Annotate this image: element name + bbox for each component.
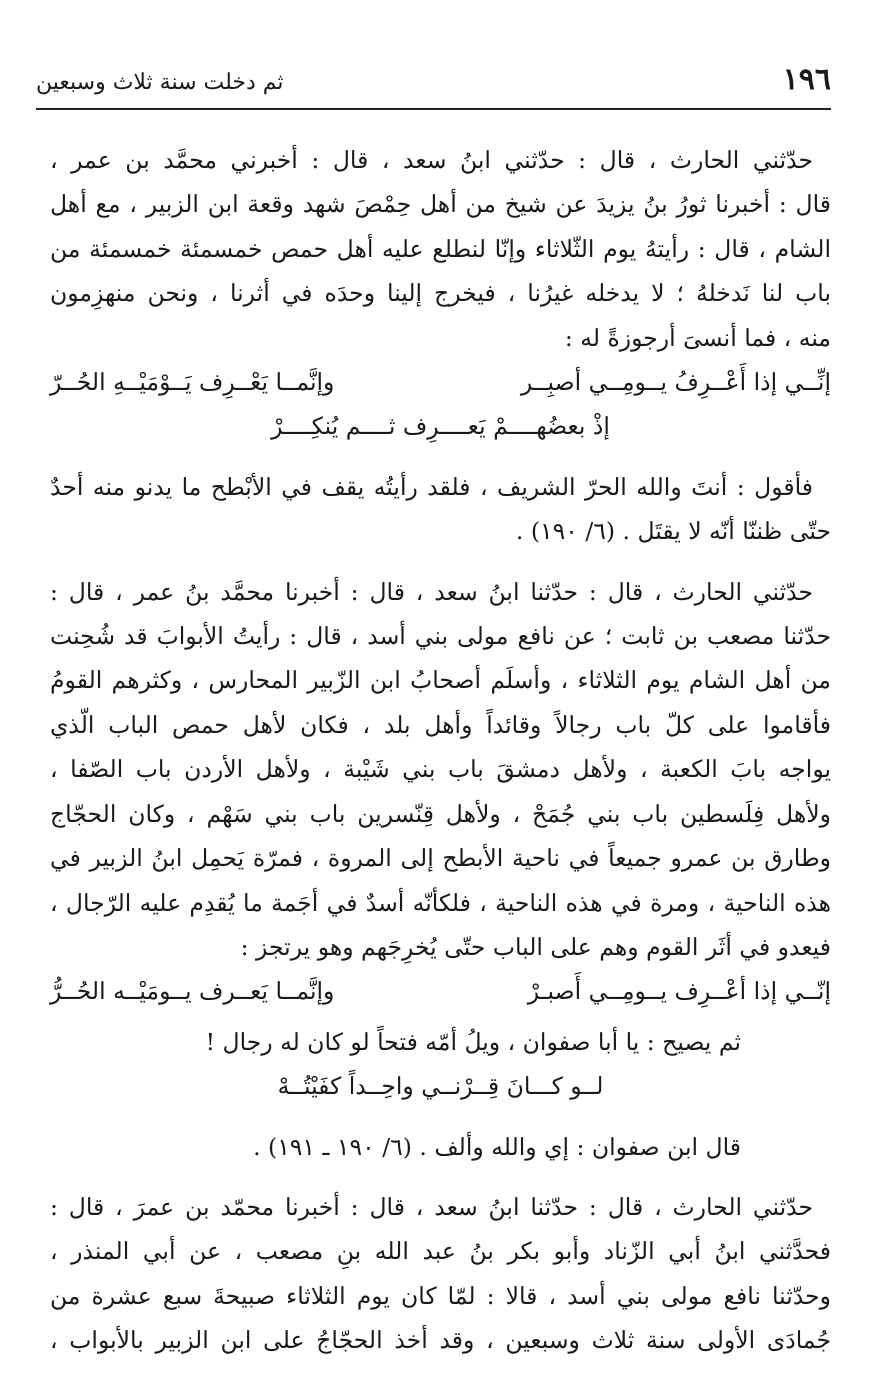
verse-line-centered: إذْ بعضُهــــمْ يَعــــرِف ثــــم يُنكِــــرْ: [271, 412, 610, 441]
text-line: يواجه بابَ الكعبة ، ولأهل دمشقَ باب بني شَيْبة ، ولأهل الأردن باب الصّفا ،: [50, 755, 831, 784]
text-line: الشام ، قال : رأيتهُ يوم الثّلاثاء وإنّا لنطلع عليه أهل حمص خمسمئة خمسمئة من: [50, 234, 831, 263]
text-line: فأقاموا على كلّ باب رجالاً وقائداً وأهل بلد ، فكان لأهل حمص الباب الّذي: [50, 710, 831, 739]
text-line: قال ابن صفوان : إي والله وألف . (٦/ ١٩٠ ـ ١٩١) .: [253, 1132, 741, 1161]
verse-line: [50, 969, 831, 1013]
text-line: منه ، فما أنسىَ أرجوزةً له :: [564, 323, 831, 352]
verse-first-hemistich: إنّــي إذا أعْــرِف يــومِــي أَصبـرْ: [527, 977, 831, 1006]
page-body: [50, 138, 831, 1363]
text-line: فيعدو في أثَر القوم وهم على الباب حتّى يُخرِجَهم وهو يرتجز :: [240, 932, 831, 961]
text-line: ولأهل فِلَسطين باب بني جُمَحْ ، ولأهل قِنّسرين باب بني سَهْم ، وكان الحجّاج: [50, 799, 831, 828]
text-line: وطارق بن عمرو جميعاً في ناحية الأبطح إلى المروة ، فمرّة يَحمِل ابنُ الزبير في: [50, 844, 831, 873]
text-line: فحدَّثني ابنُ أبي الزّناد وأبو بكر بنُ عبد الله بنِ مصعب ، عن أبي المنذر ،: [50, 1237, 831, 1266]
verse-line-centered: لــو كـــانَ قِــرْنــي واحِــداً كفَيْتُــهْ: [277, 1072, 604, 1101]
text-line: هذه الناحية ، ومرة في هذه الناحية ، فلكأنّه أسدٌ في أجَمة ما يُقدِم عليه الرّجال ،: [50, 888, 831, 917]
text-line: باب لنا نَدخلهُ ؛ لا يدخله غيرُنا ، فيخرج إلينا وحدَه في أثرنا ، ونحن منهزِمون: [50, 279, 831, 308]
text-line: حدّثنا مصعب بن ثابت ؛ عن نافع مولى بني أسد ، قال : رأيتُ الأبوابَ قد شُحِنت: [50, 622, 831, 651]
verse-first-hemistich: إنِّــي إذا أَعْــرِفُ يــومِــي أصبِــر: [520, 368, 831, 397]
verse-line: [50, 360, 831, 404]
verse-second-hemistich: وإنَّمــا يَعــرف يــومَيْــه الحُــرُّ: [50, 977, 335, 1006]
text-line: فأقول : أنتَ والله الحرّ الشريف ، فلقد رأيتُه يقف في الأبْطح ما يدنو منه أحدٌ: [50, 472, 813, 501]
text-line: قال : أخبرنا ثورُ بنُ يزيدَ عن شيخ من أهل حِمْصَ شهد وقعة ابن الزبير ، مع أهل: [50, 190, 831, 219]
text-line: حتّى ظننّا أنّه لا يقتَل . (٦/ ١٩٠) .: [515, 517, 831, 546]
text-line: ثم يصيح : يا أبا صفوان ، ويلُ أمّه فتحاً لو كان له رجال !: [205, 1027, 741, 1056]
page-number: ١٩٦: [782, 62, 831, 97]
text-line: من أهل الشام يوم الثلاثاء ، وأسلَم أصحابُ ابن الزّبير المحارس ، وكثرهم القومُ: [50, 666, 831, 695]
text-line: جُمادَى الأولى سنة ثلاث وسبعين ، وقد أخذ الحجّاجُ على ابن الزبير بالأبواب ،: [50, 1326, 831, 1355]
running-title: ثم دخلت سنة ثلاث وسبعين: [36, 70, 284, 95]
text-line: وحدّثنا نافع مولى بني أسد ، قالا : لمّا كان يوم الثلاثاء صبيحةَ سبع عشرة من: [50, 1281, 831, 1310]
text-line: حدّثني الحارث ، قال : حدّثنا ابنُ سعد ، قال : أخبرنا محمَّد بنُ عمر ، قال :: [50, 577, 813, 606]
text-line: حدّثني الحارث ، قال : حدّثني ابنُ سعد ، قال : أخبرني محمَّد بن عمر ،: [50, 146, 813, 174]
text-line: حدّثني الحارث ، قال : حدّثنا ابنُ سعد ، قال : أخبرنا محمّد بن عمرَ ، قال :: [50, 1192, 813, 1221]
verse-second-hemistich: وإنَّمــا يَعْــرِف يَــوْمَيْــهِ الحُــرّ: [50, 368, 335, 397]
page-header: [36, 58, 831, 110]
